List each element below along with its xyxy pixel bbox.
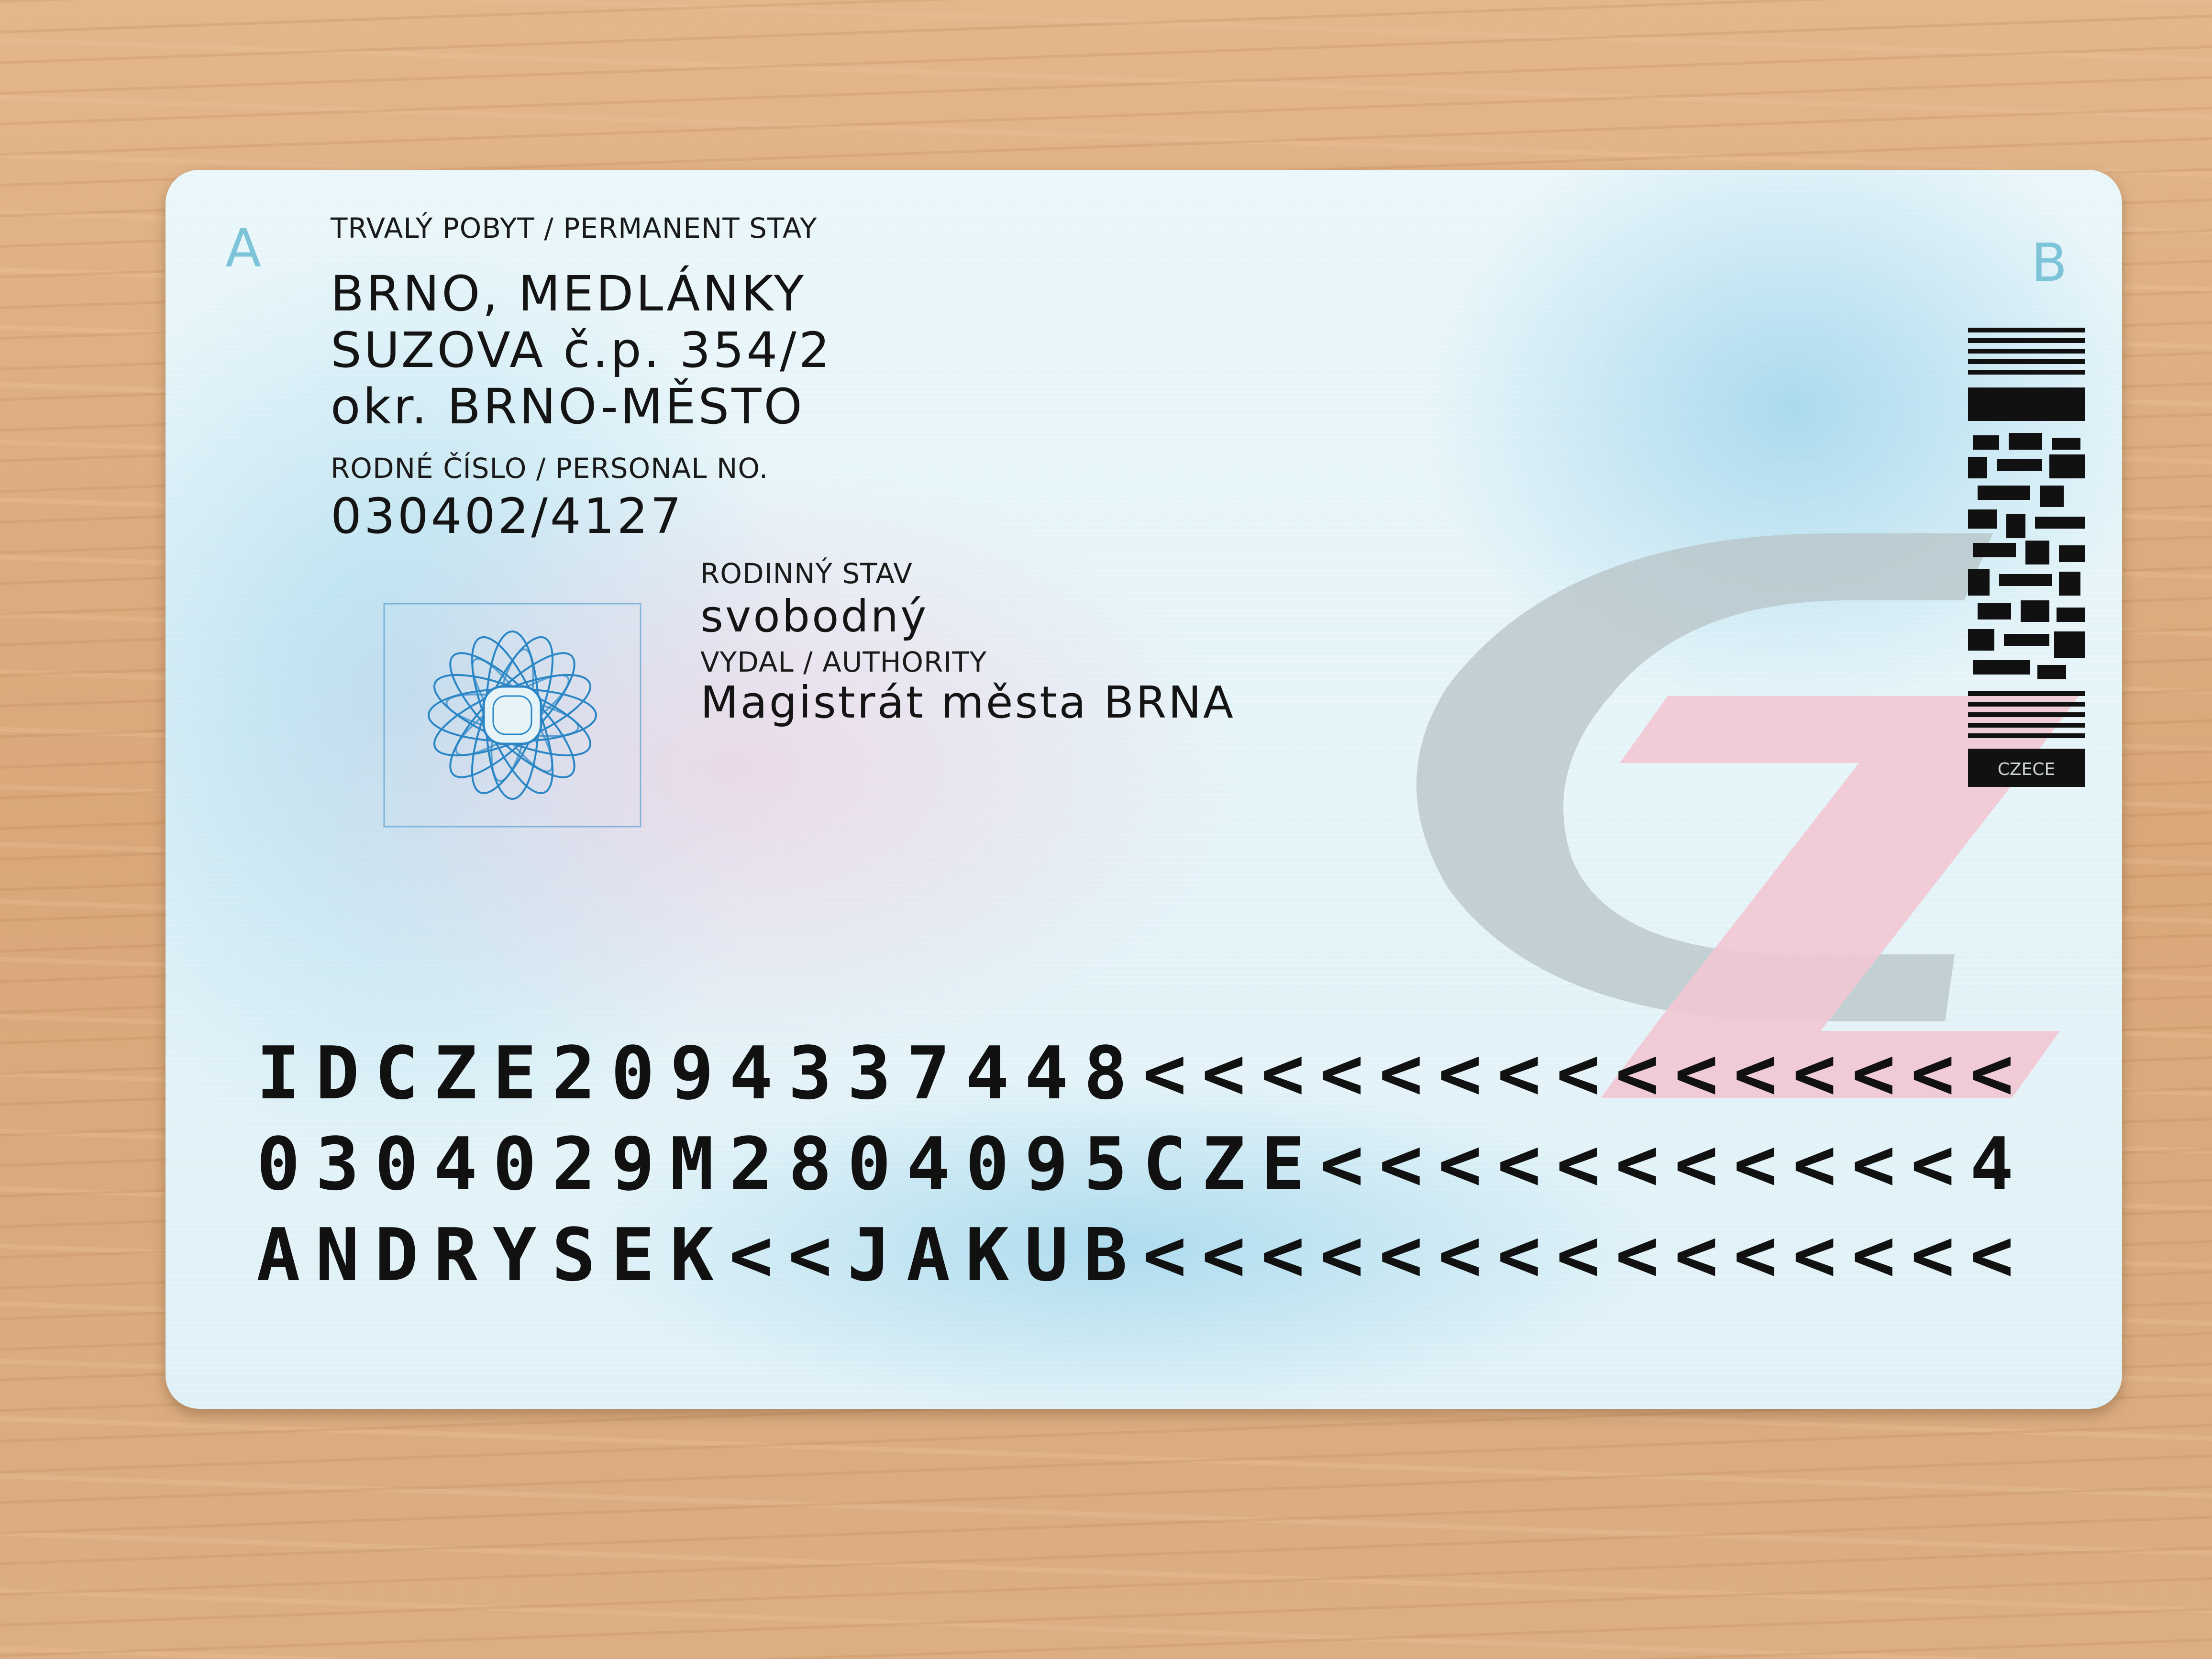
address-line-3: okr. BRNO-MĚSTO (331, 378, 805, 435)
personal-no-value: 030402/4127 (331, 488, 684, 545)
authority-label: VYDAL / AUTHORITY (700, 646, 987, 678)
marital-status-label: RODINNÝ STAV (700, 557, 913, 590)
mrz-line-1: IDCZE2094337448<<<<<<<<<<<<<<< (256, 1031, 2029, 1116)
personal-no-label: RODNÉ ČÍSLO / PERSONAL NO. (331, 452, 769, 485)
corner-letter-b: B (2031, 232, 2068, 293)
rosette-security-pattern (383, 603, 641, 828)
barcode-caption: CZECE (1997, 760, 2056, 779)
authority-value: Magistrát města BRNA (700, 677, 1235, 728)
2d-barcode (1968, 328, 2085, 801)
mrz-line-3: ANDRYSEK<<JAKUB<<<<<<<<<<<<<<< (256, 1213, 2029, 1297)
address-line-2: SUZOVA č.p. 354/2 (331, 322, 832, 379)
id-card-back (166, 170, 2122, 1409)
mrz-line-2: 0304029M2804095CZE<<<<<<<<<<<4 (256, 1122, 2029, 1206)
marital-status-value: svobodný (700, 591, 929, 642)
permanent-stay-label: TRVALÝ POBYT / PERMANENT STAY (331, 212, 818, 244)
corner-letter-a: A (225, 218, 262, 279)
address-line-1: BRNO, MEDLÁNKY (331, 265, 807, 322)
